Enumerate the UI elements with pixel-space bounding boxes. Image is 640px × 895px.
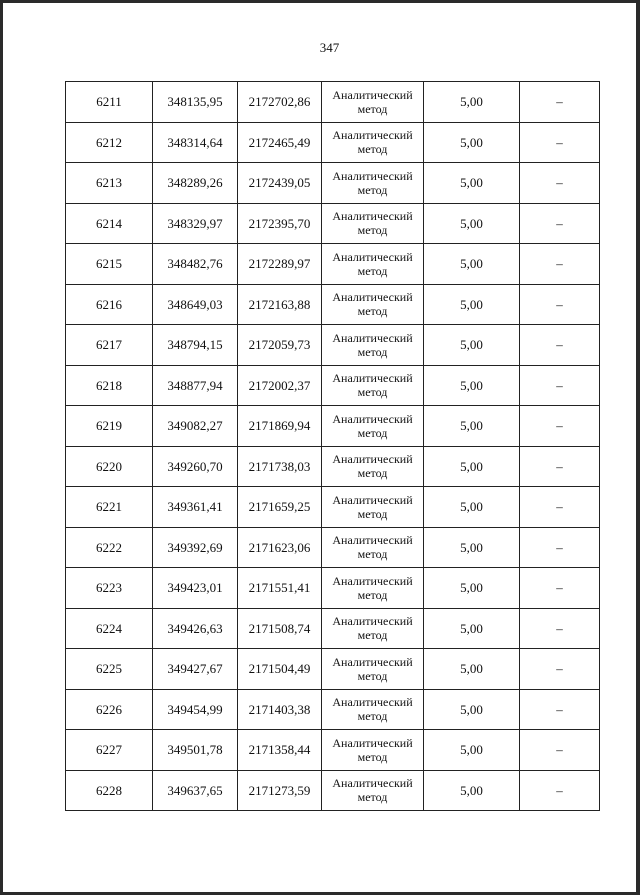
accuracy-cell: 5,00	[424, 284, 520, 325]
table-row	[66, 122, 600, 163]
table-row	[66, 689, 600, 730]
point-number-cell: 6215	[66, 244, 153, 285]
coordinates-table-body	[66, 82, 600, 811]
note-cell: –	[520, 527, 600, 568]
table-row	[66, 284, 600, 325]
point-number-cell: 6212	[66, 122, 153, 163]
accuracy-cell: 5,00	[424, 770, 520, 811]
method-cell: Аналитический метод	[322, 730, 424, 771]
point-number-cell: 6221	[66, 487, 153, 528]
x-coordinate-cell: 348314,64	[153, 122, 238, 163]
note-cell: –	[520, 487, 600, 528]
point-number-cell: 6227	[66, 730, 153, 771]
y-coordinate-cell: 2171504,49	[238, 649, 322, 690]
note-cell: –	[520, 730, 600, 771]
point-number-cell: 6223	[66, 568, 153, 609]
accuracy-cell: 5,00	[424, 689, 520, 730]
x-coordinate-cell: 349501,78	[153, 730, 238, 771]
method-cell: Аналитический метод	[322, 203, 424, 244]
accuracy-cell: 5,00	[424, 446, 520, 487]
note-cell: –	[520, 608, 600, 649]
table-row	[66, 163, 600, 204]
table-row	[66, 446, 600, 487]
method-cell: Аналитический метод	[322, 487, 424, 528]
note-cell: –	[520, 82, 600, 123]
y-coordinate-cell: 2171659,25	[238, 487, 322, 528]
method-cell: Аналитический метод	[322, 568, 424, 609]
method-cell: Аналитический метод	[322, 244, 424, 285]
accuracy-cell: 5,00	[424, 365, 520, 406]
note-cell: –	[520, 244, 600, 285]
x-coordinate-cell: 349426,63	[153, 608, 238, 649]
table-row	[66, 325, 600, 366]
table-row	[66, 365, 600, 406]
accuracy-cell: 5,00	[424, 649, 520, 690]
point-number-cell: 6222	[66, 527, 153, 568]
table-row	[66, 244, 600, 285]
x-coordinate-cell: 348329,97	[153, 203, 238, 244]
y-coordinate-cell: 2171403,38	[238, 689, 322, 730]
method-cell: Аналитический метод	[322, 406, 424, 447]
note-cell: –	[520, 649, 600, 690]
note-cell: –	[520, 284, 600, 325]
x-coordinate-cell: 349361,41	[153, 487, 238, 528]
x-coordinate-cell: 349082,27	[153, 406, 238, 447]
note-cell: –	[520, 203, 600, 244]
y-coordinate-cell: 2171551,41	[238, 568, 322, 609]
accuracy-cell: 5,00	[424, 163, 520, 204]
y-coordinate-cell: 2171623,06	[238, 527, 322, 568]
point-number-cell: 6211	[66, 82, 153, 123]
note-cell: –	[520, 689, 600, 730]
note-cell: –	[520, 365, 600, 406]
y-coordinate-cell: 2172439,05	[238, 163, 322, 204]
table-row	[66, 608, 600, 649]
y-coordinate-cell: 2172059,73	[238, 325, 322, 366]
method-cell: Аналитический метод	[322, 163, 424, 204]
x-coordinate-cell: 349637,65	[153, 770, 238, 811]
accuracy-cell: 5,00	[424, 244, 520, 285]
point-number-cell: 6225	[66, 649, 153, 690]
point-number-cell: 6216	[66, 284, 153, 325]
document-page	[3, 3, 636, 892]
point-number-cell: 6228	[66, 770, 153, 811]
note-cell: –	[520, 163, 600, 204]
x-coordinate-cell: 348289,26	[153, 163, 238, 204]
accuracy-cell: 5,00	[424, 527, 520, 568]
x-coordinate-cell: 348649,03	[153, 284, 238, 325]
x-coordinate-cell: 348482,76	[153, 244, 238, 285]
table-row	[66, 82, 600, 123]
table-row	[66, 406, 600, 447]
method-cell: Аналитический метод	[322, 325, 424, 366]
table-row	[66, 568, 600, 609]
y-coordinate-cell: 2172465,49	[238, 122, 322, 163]
y-coordinate-cell: 2171508,74	[238, 608, 322, 649]
page-number: 347	[319, 40, 340, 55]
accuracy-cell: 5,00	[424, 487, 520, 528]
method-cell: Аналитический метод	[322, 527, 424, 568]
table-row	[66, 649, 600, 690]
x-coordinate-cell: 348877,94	[153, 365, 238, 406]
point-number-cell: 6214	[66, 203, 153, 244]
point-number-cell: 6224	[66, 608, 153, 649]
table-row	[66, 487, 600, 528]
x-coordinate-cell: 349392,69	[153, 527, 238, 568]
accuracy-cell: 5,00	[424, 122, 520, 163]
accuracy-cell: 5,00	[424, 406, 520, 447]
accuracy-cell: 5,00	[424, 568, 520, 609]
table-row	[66, 527, 600, 568]
accuracy-cell: 5,00	[424, 730, 520, 771]
table-row	[66, 730, 600, 771]
accuracy-cell: 5,00	[424, 203, 520, 244]
method-cell: Аналитический метод	[322, 365, 424, 406]
method-cell: Аналитический метод	[322, 689, 424, 730]
table-row	[66, 203, 600, 244]
y-coordinate-cell: 2171738,03	[238, 446, 322, 487]
point-number-cell: 6218	[66, 365, 153, 406]
y-coordinate-cell: 2172163,88	[238, 284, 322, 325]
accuracy-cell: 5,00	[424, 82, 520, 123]
note-cell: –	[520, 122, 600, 163]
note-cell: –	[520, 406, 600, 447]
method-cell: Аналитический метод	[322, 284, 424, 325]
method-cell: Аналитический метод	[322, 82, 424, 123]
y-coordinate-cell: 2172289,97	[238, 244, 322, 285]
x-coordinate-cell: 349427,67	[153, 649, 238, 690]
x-coordinate-cell: 349454,99	[153, 689, 238, 730]
method-cell: Аналитический метод	[322, 122, 424, 163]
coordinates-table	[65, 81, 600, 811]
point-number-cell: 6226	[66, 689, 153, 730]
point-number-cell: 6213	[66, 163, 153, 204]
point-number-cell: 6220	[66, 446, 153, 487]
y-coordinate-cell: 2171273,59	[238, 770, 322, 811]
y-coordinate-cell: 2171358,44	[238, 730, 322, 771]
accuracy-cell: 5,00	[424, 608, 520, 649]
note-cell: –	[520, 446, 600, 487]
note-cell: –	[520, 770, 600, 811]
note-cell: –	[520, 568, 600, 609]
x-coordinate-cell: 348135,95	[153, 82, 238, 123]
x-coordinate-cell: 349260,70	[153, 446, 238, 487]
accuracy-cell: 5,00	[424, 325, 520, 366]
note-cell: –	[520, 325, 600, 366]
x-coordinate-cell: 349423,01	[153, 568, 238, 609]
method-cell: Аналитический метод	[322, 446, 424, 487]
table-row	[66, 770, 600, 811]
x-coordinate-cell: 348794,15	[153, 325, 238, 366]
y-coordinate-cell: 2172702,86	[238, 82, 322, 123]
point-number-cell: 6219	[66, 406, 153, 447]
point-number-cell: 6217	[66, 325, 153, 366]
y-coordinate-cell: 2172002,37	[238, 365, 322, 406]
method-cell: Аналитический метод	[322, 770, 424, 811]
method-cell: Аналитический метод	[322, 608, 424, 649]
y-coordinate-cell: 2171869,94	[238, 406, 322, 447]
y-coordinate-cell: 2172395,70	[238, 203, 322, 244]
method-cell: Аналитический метод	[322, 649, 424, 690]
